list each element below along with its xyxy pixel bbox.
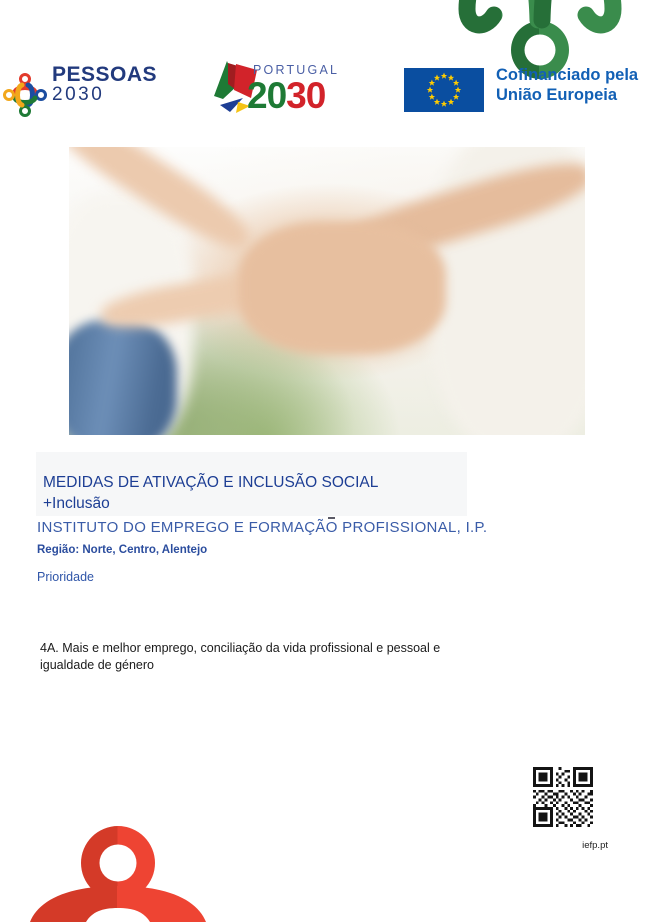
priority-text: 4A. Mais e melhor emprego, conciliação da vida profissional e pessoal e igualdade de género	[40, 641, 441, 672]
eu-text-line2: União Europeia	[496, 86, 618, 104]
pessoas-logo-text	[52, 64, 157, 104]
pessoas-logo-title: PESSOAS	[52, 63, 158, 86]
photo-jeans	[69, 320, 177, 435]
pessoas-people-cluster-icon	[2, 66, 50, 124]
portugal-logo-title: PORTUGAL	[253, 63, 340, 77]
qr-code	[533, 767, 593, 827]
eu-flag-icon	[404, 68, 484, 112]
priority-label: Prioridade	[37, 570, 94, 584]
operation-title	[43, 472, 463, 514]
pessoas-logo-year: 2030	[52, 84, 105, 105]
pessoas-2030-logo	[2, 62, 172, 124]
portugal-year-30: 30	[286, 75, 326, 116]
operation-title-line2: +Inclusão	[43, 495, 110, 512]
red-person-figure-icon	[14, 820, 224, 922]
photo-hands-center	[239, 222, 445, 354]
photo-hands-stacked	[69, 147, 585, 435]
eu-text-line1: Cofinanciado pela	[496, 66, 639, 84]
operation-title-line1: MEDIDAS DE ATIVAÇÃO E INCLUSÃO SOCIAL	[43, 474, 379, 491]
eu-cofinancing-text	[496, 65, 638, 105]
website-label: iefp.pt	[582, 840, 608, 851]
beneficiary-entity: INSTITUTO DO EMPREGO E FORMAÇÃO PROFISSIONAL, I.P.	[37, 519, 488, 536]
portugal-logo-year	[247, 76, 325, 116]
region-line: Região: Norte, Centro, Alentejo	[37, 544, 208, 556]
portugal-year-20: 20	[247, 75, 287, 116]
